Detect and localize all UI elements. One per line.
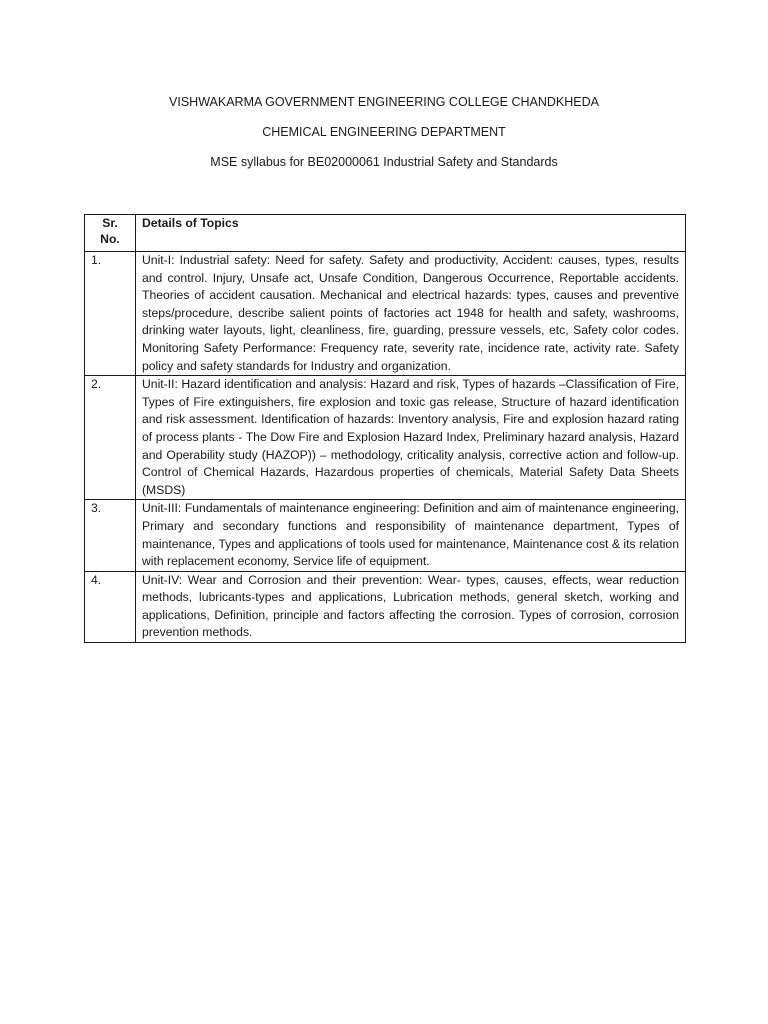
table-row — [85, 252, 686, 376]
table-row — [85, 500, 686, 571]
details-header: Details of Topics — [136, 215, 686, 252]
row-topic: Unit-II: Hazard identification and analysis: Hazard and risk, Types of hazards –Classification of Fire, Types of Fire extinguishers, fire explosion and toxic gas release, Structure of hazard identification and risk assessment. Identification of hazards: Inventory analysis, Fire and explosion hazard rating of process plants - The Dow Fire and Explosion Hazard Index, Preliminary hazard analysis, Hazard and Operability study (HAZOP)) – methodology, criticality analysis, corrective action and follow-up. Control of Chemical Hazards, Hazardous properties of chemicals, Material Safety Data Sheets (MSDS) — [136, 376, 686, 500]
row-number: 1. — [85, 252, 136, 376]
row-number: 4. — [85, 571, 136, 642]
syllabus-title: MSE syllabus for BE02000061 Industrial Safety and Standards — [210, 155, 558, 169]
table-header-row — [85, 215, 686, 252]
table-row — [85, 376, 686, 500]
college-name: VISHWAKARMA GOVERNMENT ENGINEERING COLLEGE CHANDKHEDA — [169, 95, 599, 109]
row-topic: Unit-IV: Wear and Corrosion and their prevention: Wear- types, causes, effects, wear reduction methods, lubricants-types and applications, Lubrication methods, general sketch, working and applications, Definition, principle and factors affecting the corrosion. Types of corrosion, corrosion prevention methods. — [136, 571, 686, 642]
row-number: 2. — [85, 376, 136, 500]
row-topic: Unit-III: Fundamentals of maintenance engineering: Definition and aim of maintenance engineering, Primary and secondary functions and responsibility of maintenance department, Types of maintenance, Types and applications of tools used for maintenance, Maintenance cost & its relation with replacement economy, Service life of equipment. — [136, 500, 686, 571]
table-row — [85, 571, 686, 642]
syllabus-table — [84, 214, 686, 643]
srno-header-line1: Sr. — [102, 216, 118, 230]
row-topic: Unit-I: Industrial safety: Need for safety. Safety and productivity, Accident: causes, types, results and control. Injury, Unsafe act, Unsafe Condition, Dangerous Occurrence, Reportable accidents. Theories of accident causation. Mechanical and electrical hazards: types, causes and preventive steps/procedure, describe salient points of factories act 1948 for health and safety, washrooms, drinking water layouts, light, cleanliness, fire, guarding, pressure vessels, etc, Safety color codes. Monitoring Safety Performance: Frequency rate, severity rate, incidence rate, activity rate. Safety policy and safety standards for Industry and organization. — [136, 252, 686, 376]
srno-header — [85, 215, 136, 252]
srno-header-line2: No. — [100, 232, 120, 246]
department-name: CHEMICAL ENGINEERING DEPARTMENT — [262, 125, 506, 139]
row-number: 3. — [85, 500, 136, 571]
